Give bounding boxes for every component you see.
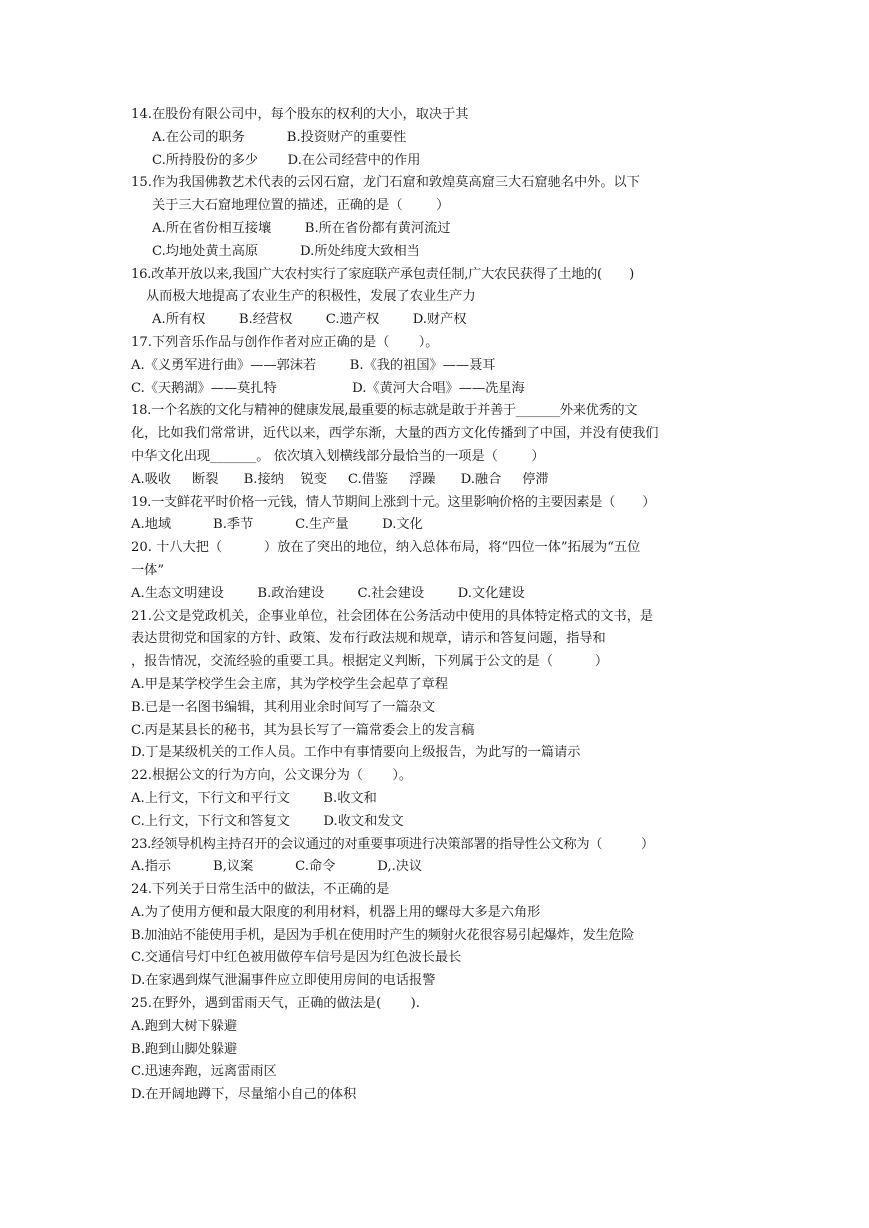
question-20-stem: 20. 十八大把（ ）放在了突出的地位，纳入总体布局，将“四位一体”拓展为“五位 — [131, 540, 641, 556]
question-16-stem: 16.改革开放以来,我国广大农村实行了家庭联产承包责任制,广大农民获得了土地的( ) — [131, 266, 634, 282]
question-23-stem: 23.经领导机构主持召开的会议通过的对重要事项进行决策部署的指导性公文称为（ ） — [131, 836, 654, 852]
question-16-options: A.所有权 B.经营权 C.遗产权 D.财产权 — [152, 312, 467, 328]
question-25-option-c: C.迅速奔跑，远离雷雨区 — [131, 1064, 277, 1080]
question-24-option-d: D.在家遇到煤气泄漏事件应立即使用房间的电话报警 — [131, 973, 436, 989]
question-21-option-b: B.已是一名图书编辑，其利用业余时间写了一篇杂文 — [131, 699, 436, 715]
question-22-options-cd: C.上行文，下行文和答复文 D.收文和发文 — [131, 813, 404, 829]
question-18-stem: 18.一个名族的文化与精神的健康发展,最重要的标志就是敢于并善于_______外来优秀的文 — [131, 403, 638, 419]
question-18-options: A.吸收 断裂 B.接纳 锐变 C.借鉴 浮躁 D.融合 停滞 — [131, 471, 549, 487]
question-23-options: A.指示 B,议案 C.命令 D,.决议 — [131, 859, 423, 875]
question-15-options-ab: A.所在省份相互接壤 B.所在省份都有黄河流过 — [152, 220, 451, 236]
question-18-stem-cont-1: 化，比如我们常常讲，近代以来，西学东渐，大量的西方文化传播到了中国，并没有使我们 — [131, 426, 659, 442]
question-14-options-ab: A.在公司的职务 B.投资财产的重要性 — [152, 129, 407, 145]
question-21-stem-cont-2: ，报告情况，交流经验的重要工具。根据定义判断，下列属于公文的是（ ） — [131, 654, 609, 670]
question-22-stem: 22.根据公文的行为方向，公文课分为（ ）。 — [131, 768, 413, 784]
question-18-stem-cont-2: 中华文化出现_______。 依次填入划横线部分最恰当的一项是（ ） — [131, 448, 545, 464]
question-25-option-a: A.跑到大树下躲避 — [131, 1018, 238, 1034]
question-21-option-c: C.丙是某县长的秘书，其为县长写了一篇常委会上的发言稿 — [131, 722, 475, 738]
question-25-option-d: D.在开阔地蹲下，尽量缩小自己的体积 — [131, 1087, 357, 1103]
question-19-stem: 19.一支鲜花平时价格一元钱，情人节期间上涨到十元。这里影响价格的主要因素是（ ） — [131, 494, 656, 510]
question-24-stem: 24.下列关于日常生活中的做法，不正确的是 — [131, 882, 390, 898]
question-25-option-b: B.跑到山脚处躲避 — [131, 1041, 238, 1057]
question-17-stem: 17.下列音乐作品与创作作者对应正确的是（ ）。 — [131, 334, 439, 350]
question-17-options-ab: A.《义勇军进行曲》——郭沫若 B.《我的祖国》——聂耳 — [131, 357, 496, 373]
question-17-options-cd: C.《天鹅湖》——莫扎特 D.《黄河大合唱》——冼星海 — [131, 380, 525, 396]
question-24-option-b: B.加油站不能使用手机，是因为手机在使用时产生的频射火花很容易引起爆炸，发生危险 — [131, 927, 635, 943]
question-24-option-c: C.交通信号灯中红色被用做停车信号是因为红色波长最长 — [131, 950, 462, 966]
question-19-options: A.地域 B.季节 C.生产量 D.文化 — [131, 517, 423, 533]
question-24-option-a: A.为了使用方便和最大限度的利用材料，机器上用的螺母大多是六角形 — [131, 904, 541, 920]
question-15-stem-cont: 关于三大石窟地理位置的描述，正确的是（ ） — [152, 198, 450, 214]
question-21-option-d: D.丁是某级机关的工作人员。工作中有事情要向上级报告，为此写的一篇请示 — [131, 745, 581, 761]
question-25-stem: 25.在野外，遇到雷雨天气，正确的做法是( ). — [131, 996, 420, 1012]
question-21-stem-cont-1: 表达贯彻党和国家的方针、政策、发布行政法规和规章，请示和答复问题，指导和 — [131, 631, 606, 647]
question-22-options-ab: A.上行文，下行文和平行文 B.收文和 — [131, 790, 377, 806]
question-14-options-cd: C.所持股份的多少 D.在公司经营中的作用 — [152, 152, 421, 168]
question-16-stem-cont: 从而极大地提高了农业生产的积极性，发展了农业生产力 — [146, 289, 476, 305]
question-15-stem: 15.作为我国佛教艺术代表的云冈石窟，龙门石窟和敦煌莫高窟三大石窟驰名中外。以下 — [131, 175, 640, 191]
question-21-option-a: A.甲是某学校学生会主席，其为学校学生会起草了章程 — [131, 676, 449, 692]
question-21-stem: 21.公文是党政机关，企事业单位，社会团体在公务活动中使用的具体特定格式的文书，是 — [131, 608, 654, 624]
question-15-options-cd: C.均地处黄土高原 D.所处纬度大致相当 — [152, 243, 420, 259]
question-14-stem: 14.在股份有限公司中，每个股东的权利的大小，取决于其 — [131, 107, 469, 122]
question-list — [131, 104, 743, 1107]
question-20-stem-cont: 一体” — [131, 562, 165, 578]
question-20-options: A.生态文明建设 B.政治建设 C.社会建设 D.文化建设 — [131, 585, 525, 601]
